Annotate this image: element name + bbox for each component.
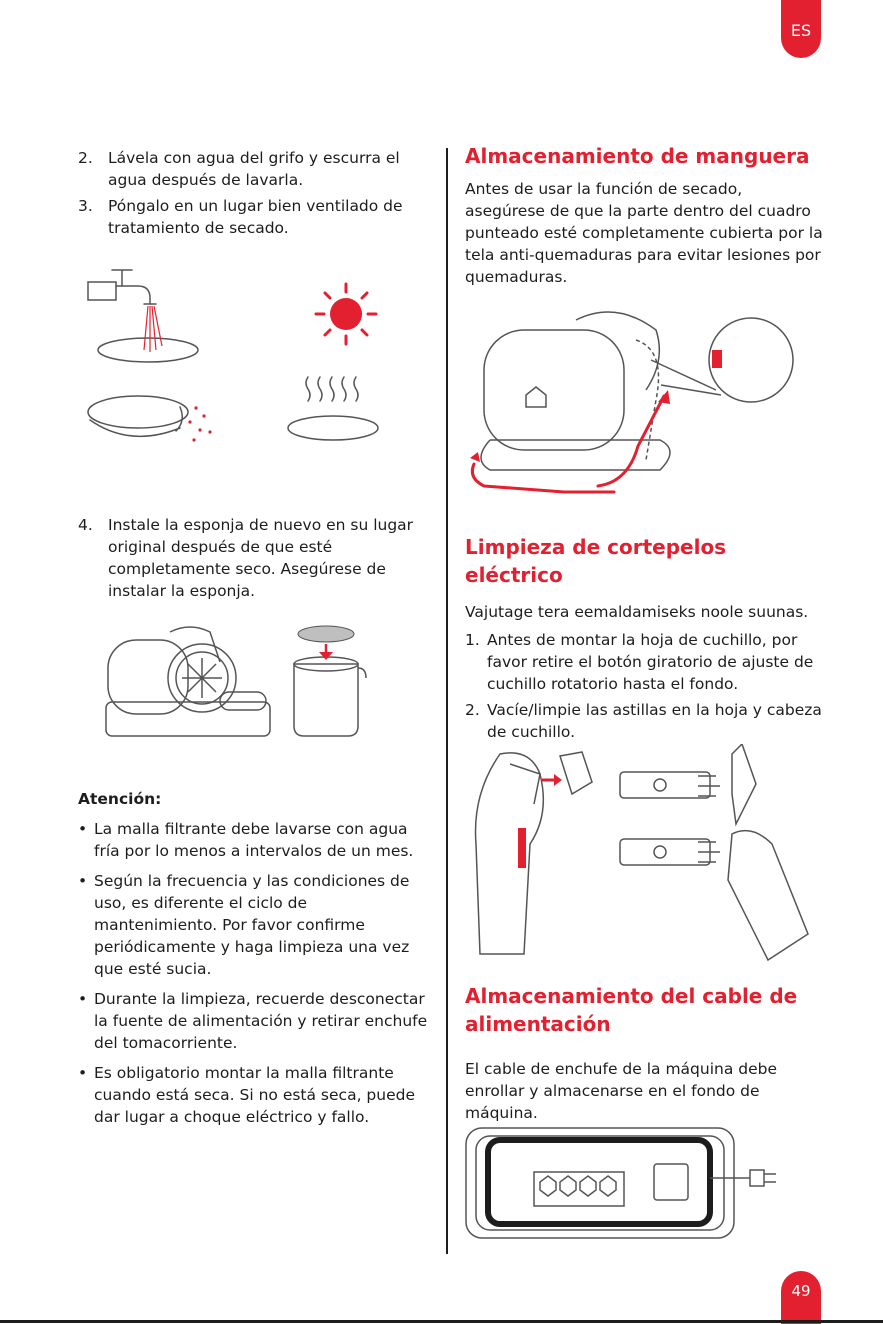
cable-storage-illustration xyxy=(464,1124,782,1244)
cable-storage-text: El cable de enchufe de la máquina debe enrollar y almacenarse en el fondo de máquina. xyxy=(465,1060,778,1122)
step-item xyxy=(465,699,825,743)
step-text: Póngalo en un lugar bien ventilado de tratamiento de secado. xyxy=(108,197,403,237)
language-tab: ES xyxy=(781,0,821,58)
column-divider xyxy=(446,148,448,1254)
cable-storage-title: Almacenamiento del cable de alimentación xyxy=(465,984,798,1036)
install-sponge-illustration xyxy=(100,622,370,744)
attention-bullet: • La malla filtrante debe lavarse con agua fría por lo menos a intervalos de un mes. xyxy=(78,818,428,862)
trimmer-intro: Vajutage tera eemaldamiseks noole suunas. xyxy=(465,603,809,621)
step-number: 3. xyxy=(78,197,93,215)
hose-storage-illustration xyxy=(466,300,796,498)
step-text: Antes de montar la hoja de cuchillo, por favor retire el botón giratorio de ajuste de cuchillo rotatorio hasta el fondo. xyxy=(487,631,814,693)
step-number: 1. xyxy=(465,631,480,649)
bottom-rule xyxy=(0,1320,883,1323)
install-step xyxy=(78,514,428,606)
page-number-tab: 49 xyxy=(781,1271,821,1324)
trimmer-illustration xyxy=(470,744,815,962)
trimmer-cleaning-section xyxy=(465,533,825,747)
trimmer-cleaning-title: Limpieza de cortepelos eléctrico xyxy=(465,535,727,587)
attention-bullet: • Según la frecuencia y las condiciones de uso, es diferente el ciclo de mantenimiento. Por favor confirme periódicamente y haga limpieza una vez que esté sucia. xyxy=(78,870,428,980)
attention-section xyxy=(78,788,428,1136)
step-item xyxy=(465,629,825,695)
hose-storage-title: Almacenamiento de manguera xyxy=(465,144,810,168)
attention-title: Atención: xyxy=(78,790,162,808)
step-number: 4. xyxy=(78,516,93,534)
step-item xyxy=(78,514,428,602)
attention-bullet: • Es obligatorio montar la malla filtrante cuando está seca. Si no está seca, puede dar lugar a choque eléctrico y fallo. xyxy=(78,1062,428,1128)
step-item xyxy=(78,147,428,191)
hose-storage-text: Antes de usar la función de secado, asegúrese de que la parte dentro del cuadro punteado esté completamente cubierta por la tela anti-quemaduras para evitar lesiones por quemaduras. xyxy=(465,180,823,286)
step-number: 2. xyxy=(78,149,93,167)
step-number: 2. xyxy=(465,701,480,719)
washing-drying-illustration xyxy=(78,262,398,457)
washing-steps xyxy=(78,147,428,243)
cable-storage-section xyxy=(465,982,825,1124)
step-text: Instale la esponja de nuevo en su lugar original después de que esté completamente seco. Asegúrese de instalar la esponja. xyxy=(108,516,414,600)
attention-bullet: • Durante la limpieza, recuerde desconectar la fuente de alimentación y retirar enchufe del tomacorriente. xyxy=(78,988,428,1054)
step-text: Vacíe/limpie las astillas en la hoja y cabeza de cuchillo. xyxy=(487,701,822,741)
step-text: Lávela con agua del grifo y escurra el agua después de lavarla. xyxy=(108,149,400,189)
step-item xyxy=(78,195,428,239)
hose-storage-section xyxy=(465,142,825,288)
